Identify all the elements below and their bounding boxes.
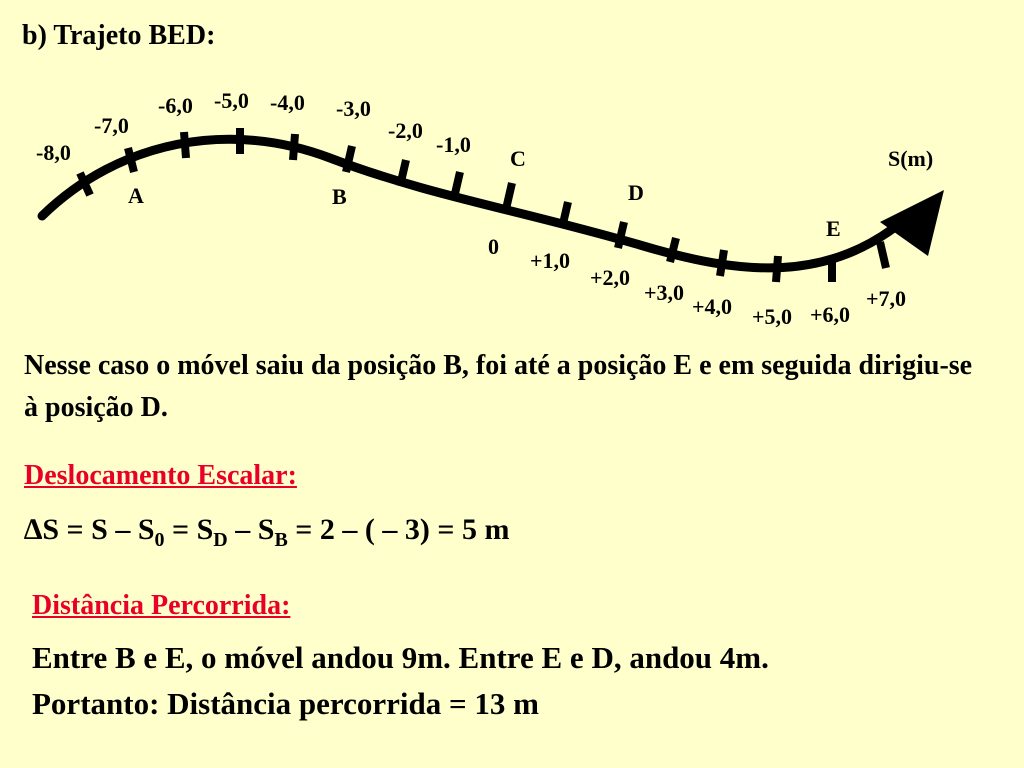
tick-label: +2,0 [590, 265, 631, 290]
eq-part-3: – S [227, 513, 275, 546]
eq-sub-d: D [213, 529, 228, 551]
distance-line-2: Portanto: Distância percorrida = 13 m [32, 686, 539, 721]
tick-label: -1,0 [436, 132, 471, 157]
tick-mark [128, 148, 134, 172]
slide-title: b) Trajeto BED: [22, 20, 216, 51]
trajectory-diagram [0, 70, 1024, 340]
tick-mark [776, 256, 778, 282]
tick-label: +3,0 [644, 280, 685, 305]
tick-label: -7,0 [94, 113, 129, 138]
trajectory-curve [42, 139, 910, 268]
delta-symbol: ∆ [24, 513, 43, 546]
description-paragraph: Nesse caso o móvel saiu da posição B, foi até a posição E e em seguida dirigiu-se à posição D. [24, 350, 973, 423]
eq-sub-b: B [274, 529, 288, 551]
tick-mark [184, 132, 186, 158]
eq-part-4: = 2 – ( – 3) = 5 m [287, 513, 510, 546]
tick-label: -8,0 [36, 140, 71, 165]
tick-label: +1,0 [530, 248, 571, 273]
tick-label: +4,0 [692, 294, 733, 319]
point-label-b: B [332, 184, 347, 209]
distance-heading: Distância Percorrida: [32, 590, 291, 621]
tick-label: -3,0 [336, 96, 371, 121]
eq-part-2: = S [164, 513, 214, 546]
point-label-e: E [826, 216, 841, 241]
tick-mark [880, 242, 886, 268]
displacement-heading: Deslocamento Escalar: [24, 460, 297, 491]
point-label-c: C [510, 146, 526, 171]
tick-label: +5,0 [752, 304, 793, 329]
tick-mark [293, 134, 295, 160]
eq-sub-0: 0 [154, 529, 165, 551]
point-label-d: D [628, 180, 644, 205]
tick-label: -6,0 [158, 93, 193, 118]
displacement-equation [24, 513, 509, 552]
eq-part-1: S = S – S [42, 513, 155, 546]
point-label-a: A [128, 183, 144, 208]
axis-label: S(m) [888, 146, 934, 171]
tick-label: 0 [488, 234, 499, 259]
tick-label: +7,0 [866, 286, 907, 311]
tick-mark [720, 250, 724, 276]
tick-label: -2,0 [388, 118, 423, 143]
arrow-head-icon [880, 190, 944, 256]
tick-label: -5,0 [214, 88, 249, 113]
tick-label: +6,0 [810, 302, 851, 327]
tick-label: -4,0 [270, 90, 305, 115]
distance-line-1: Entre B e E, o móvel andou 9m. Entre E e D, andou 4m. [32, 640, 769, 675]
tick-mark [506, 183, 512, 209]
